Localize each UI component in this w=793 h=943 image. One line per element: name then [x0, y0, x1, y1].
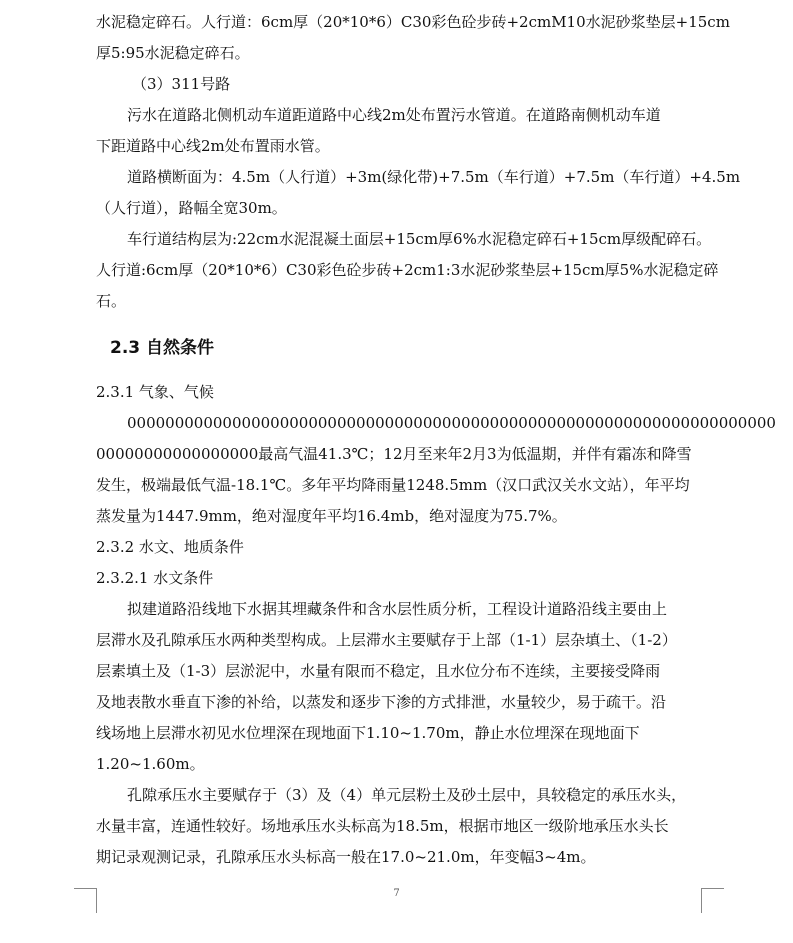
- text-line: 蒸发量为1447.9mm，绝对湿度年平均16.4mb，绝对湿度为75.7%。: [96, 507, 567, 525]
- subsection-heading: 2.3.1 气象、气候: [96, 383, 214, 401]
- text-line: 水泥稳定碎石。人行道：6cm厚（20*10*6）C30彩色砼步砖+2cmM10水泥砂浆垫层+15cm: [96, 13, 730, 31]
- page-number: 7: [393, 888, 400, 899]
- text-line: 孔隙承压水主要赋存于（3）及（4）单元层粉土及砂土层中，具较稳定的承压水头，: [127, 786, 687, 804]
- text-line: 层滞水及孔隙承压水两种类型构成。上层滞水主要赋存于上部（1-1）层杂填土、（1-2）: [96, 631, 677, 649]
- subsection-heading: 2.3.2.1 水文条件: [96, 569, 214, 587]
- text-line: 车行道结构层为:22cm水泥混凝土面层+15cm厚6%水泥稳定碎石+15cm厚级配碎石。: [127, 230, 712, 248]
- text-line: 下距道路中心线2m处布置雨水管。: [96, 137, 330, 155]
- text-line: 道路横断面为：4.5m（人行道）+3m(绿化带)+7.5m（车行道）+7.5m（车行道）+4.5m: [127, 168, 741, 186]
- text-line: 污水在道路北侧机动车道距道路中心线2m处布置污水管道。在道路南侧机动车道: [127, 106, 661, 124]
- text-line: 期记录观测记录，孔隙承压水头标高一般在17.0~21.0m，年变幅3~4m。: [96, 848, 596, 866]
- text-line: 石。: [96, 292, 127, 310]
- text-line: 线场地上层滞水初见水位埋深在现地面下1.10~1.70m，静止水位埋深在现地面下: [96, 724, 640, 742]
- subsection-label: （3）311号路: [132, 75, 231, 93]
- text-line: 1.20~1.60m。: [96, 755, 205, 773]
- section-heading: 2.3 自然条件: [110, 338, 215, 358]
- text-line: 厚5:95水泥稳定碎石。: [96, 44, 250, 62]
- text-line: （人行道），路幅全宽30m。: [96, 199, 287, 217]
- subsection-heading: 2.3.2 水文、地质条件: [96, 538, 244, 556]
- text-line: 及地表散水垂直下渗的补给，以蒸发和逐步下渗的方式排泄，水量较少，易于疏干。沿: [96, 693, 667, 711]
- text-line: 00000000000000000最高气温41.3℃；12月至来年2月3为低温期，并伴有霜冻和降雪: [96, 445, 692, 463]
- text-line: 人行道:6cm厚（20*10*6）C30彩色砼步砖+2cm1:3水泥砂浆垫层+15cm厚5%水泥稳定碎: [96, 261, 719, 279]
- page-corner-mark-right: [701, 888, 724, 913]
- text-line: 层素填土及（1-3）层淤泥中，水量有限而不稳定，且水位分布不连续，主要接受降雨: [96, 662, 661, 680]
- text-line: 00000000000000000000000000000000000000000000000000000000000000000000: [127, 414, 776, 432]
- text-line: 拟建道路沿线地下水据其埋藏条件和含水层性质分析，工程设计道路沿线主要由上: [127, 600, 668, 618]
- text-line: 发生，极端最低气温-18.1℃。多年平均降雨量1248.5mm（汉口武汉关水文站），年平均: [96, 476, 690, 494]
- text-line: 水量丰富，连通性较好。场地承压水头标高为18.5m，根据市地区一级阶地承压水头长: [96, 817, 669, 835]
